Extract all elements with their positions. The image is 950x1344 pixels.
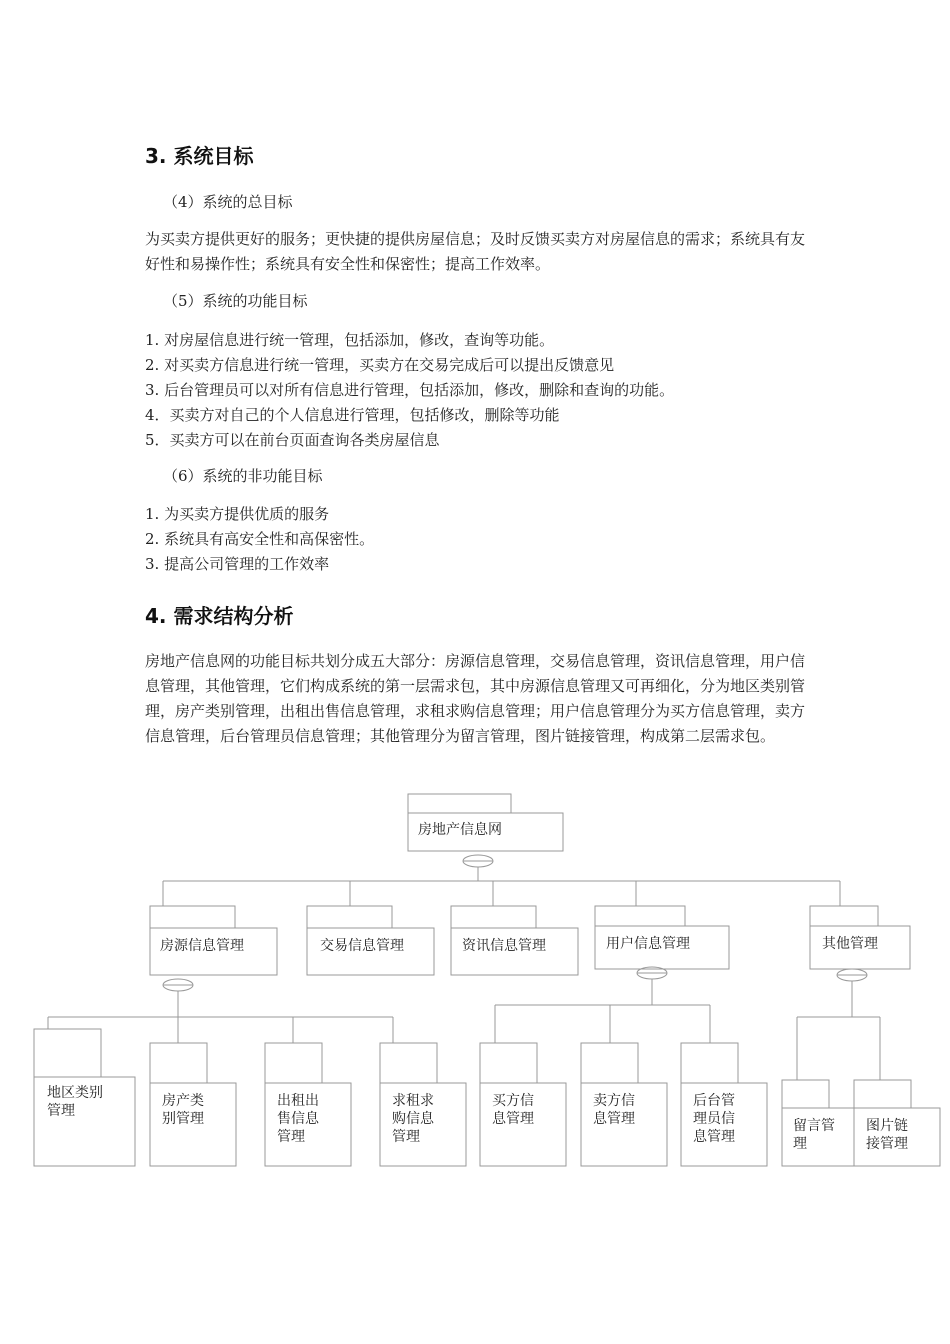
package-label-buyer: 息管理 bbox=[492, 1111, 534, 1127]
package-label-news: 资讯信息管理 bbox=[462, 938, 546, 954]
func-goal-item: 3. 后台管理员可以对所有信息进行管理，包括添加，修改，删除和查询的功能。 bbox=[145, 381, 675, 399]
package-label-house-type: 别管理 bbox=[162, 1111, 204, 1127]
package-label-region: 管理 bbox=[47, 1103, 75, 1119]
package-label-house: 房源信息管理 bbox=[160, 938, 244, 954]
package-label-admin: 息管理 bbox=[693, 1129, 735, 1145]
section-title-3: 3. 系统目标 bbox=[145, 144, 254, 168]
package-label-rent-sell: 管理 bbox=[277, 1129, 305, 1145]
package-label-trade: 交易信息管理 bbox=[320, 938, 404, 954]
package-label-message: 理 bbox=[793, 1136, 807, 1152]
nonfunc-goal-item: 3. 提高公司管理的工作效率 bbox=[145, 555, 330, 573]
package-label-house-type: 房产类 bbox=[162, 1093, 204, 1109]
total-goal-text: 为买卖方提供更好的服务；更快捷的提供房屋信息；及时反馈买卖方对房屋信息的需求；系统具有友好性和易操作性；系统具有安全性和保密性；提高工作效率。 bbox=[145, 230, 806, 273]
nonfunc-goal-heading: （6）系统的非功能目标 bbox=[163, 467, 323, 485]
package-label-image-link: 接管理 bbox=[866, 1136, 908, 1152]
package-label-seller: 卖方信 bbox=[593, 1093, 635, 1109]
package-label-other: 其他管理 bbox=[822, 936, 878, 952]
package-label-admin: 理员信 bbox=[693, 1111, 735, 1127]
package-label-buyer: 买方信 bbox=[492, 1093, 534, 1109]
func-goal-item: 2. 对买卖方信息进行统一管理，买卖方在交易完成后可以提出反馈意见 bbox=[145, 356, 615, 374]
package-label-rent-buy: 求租求 bbox=[392, 1093, 434, 1109]
structure-text: 房地产信息网的功能目标共划分成五大部分：房源信息管理，交易信息管理，资讯信息管理，用户信息管理，其他管理，它们构成系统的第一层需求包，其中房源信息管理又可再细化，分为地区类别管理，房产类别管理，出租出售信息管理，求租求购信息管理；用户信息管理分为买方信息管理，卖方信息管理，后台管理员信息管理；其他管理分为留言管理，图片链接管理，构成第二层需求包。 bbox=[145, 652, 806, 745]
func-goal-item: 4．买卖方对自己的个人信息进行管理，包括修改，删除等功能 bbox=[145, 406, 560, 424]
nonfunc-goal-item: 2. 系统具有高安全性和高保密性。 bbox=[145, 530, 375, 548]
nonfunc-goal-item: 1. 为买卖方提供优质的服务 bbox=[145, 505, 330, 523]
func-goal-item: 5．买卖方可以在前台页面查询各类房屋信息 bbox=[145, 431, 440, 449]
func-goal-heading: （5）系统的功能目标 bbox=[163, 292, 308, 310]
package-label-admin: 后台管 bbox=[693, 1093, 735, 1109]
package-label-region: 地区类别 bbox=[47, 1085, 103, 1101]
package-label-rent-sell: 售信息 bbox=[277, 1111, 319, 1127]
package-label-message: 留言管 bbox=[793, 1118, 835, 1134]
package-label-user: 用户信息管理 bbox=[606, 936, 690, 952]
total-goal-heading: （4）系统的总目标 bbox=[163, 193, 293, 211]
package-label-rent-buy: 购信息 bbox=[392, 1111, 434, 1127]
package-label-image-link: 图片链 bbox=[866, 1118, 908, 1134]
package-label-rent-sell: 出租出 bbox=[277, 1093, 319, 1109]
package-label-seller: 息管理 bbox=[593, 1111, 635, 1127]
root-package-label: 房地产信息网 bbox=[418, 822, 502, 838]
section-title-4: 4. 需求结构分析 bbox=[145, 604, 294, 628]
package-label-rent-buy: 管理 bbox=[392, 1129, 420, 1145]
func-goal-item: 1. 对房屋信息进行统一管理，包括添加，修改，查询等功能。 bbox=[145, 331, 555, 349]
